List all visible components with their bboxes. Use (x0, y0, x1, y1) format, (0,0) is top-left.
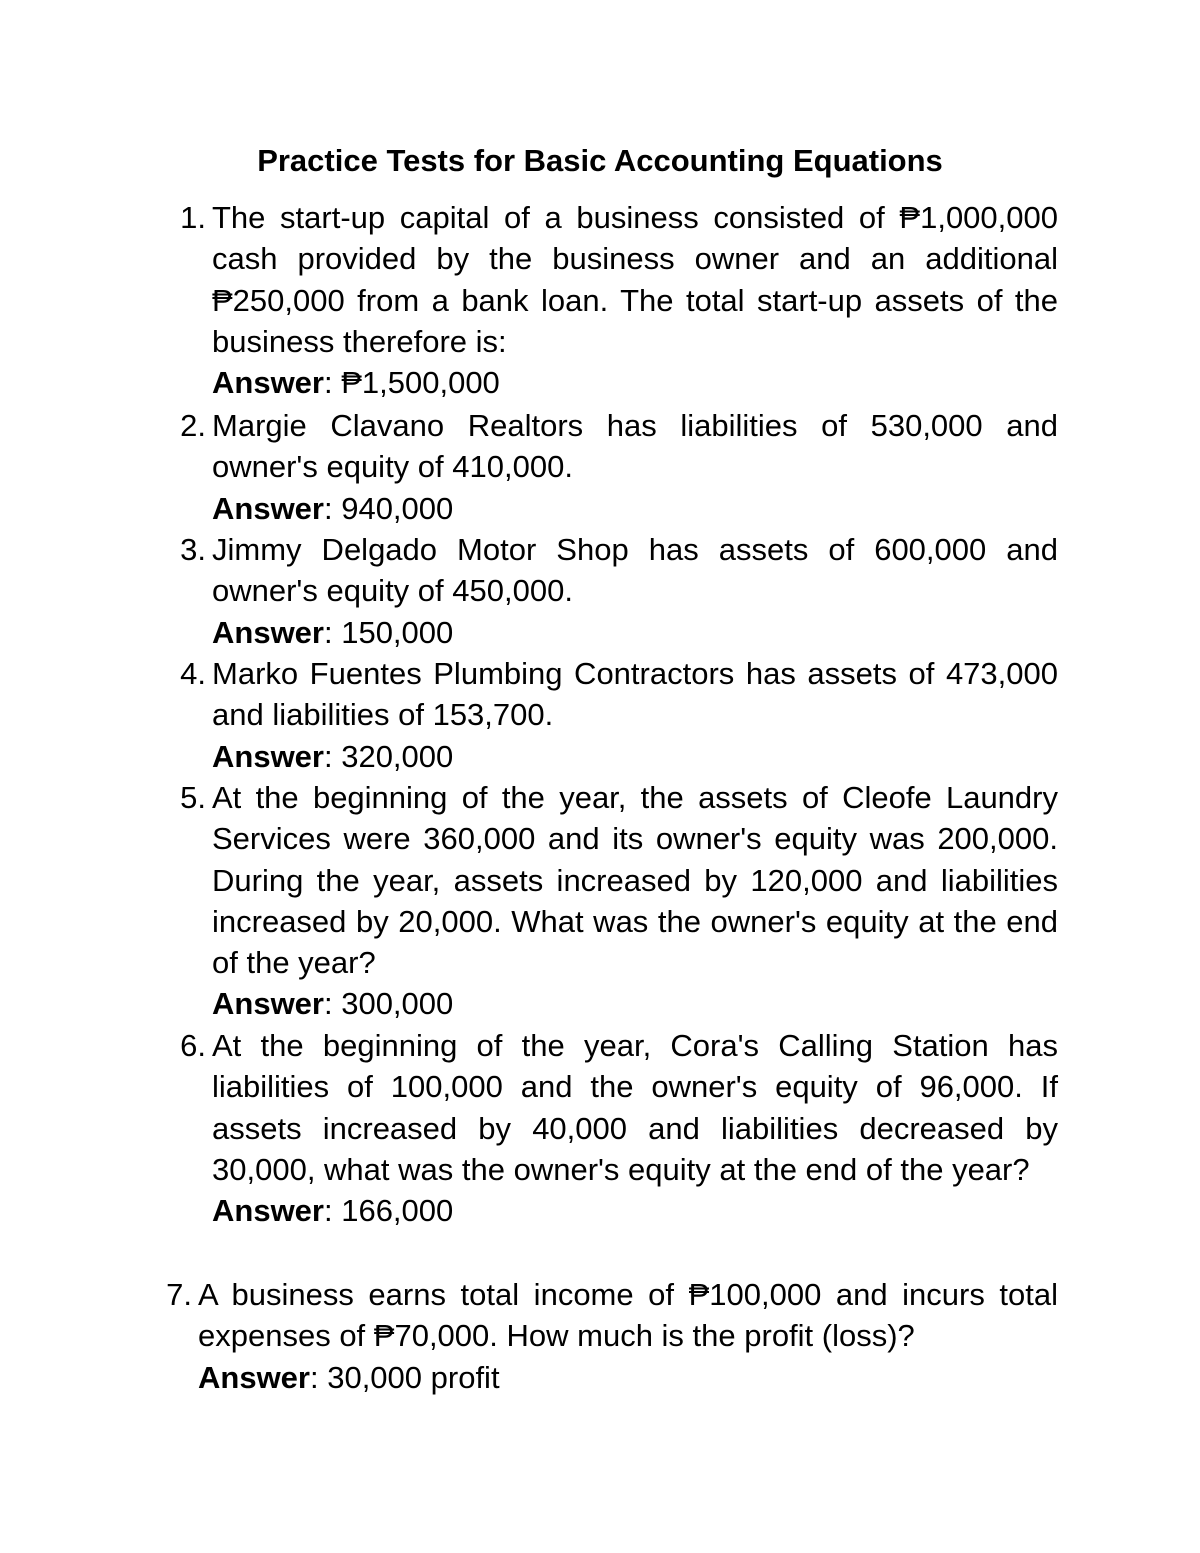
question-text: At the beginning of the year, the assets of Cleofe Laundry Services were 360,000 and its owner's equity was 200,000. During the year, assets increased by 120,000 and liabilities increased by 20,000. What was the owner's equity at the end of the year? (212, 780, 1058, 981)
question-text: Margie Clavano Realtors has liabilities of 530,000 and owner's equity of 410,000. (212, 408, 1058, 485)
question-text: Jimmy Delgado Motor Shop has assets of 600,000 and owner's equity of 450,000. (212, 532, 1058, 609)
answer-value: : 320,000 (323, 738, 454, 774)
answer-value: : 300,000 (323, 986, 454, 1022)
question-text: A business earns total income of ₱100,000 and incurs total expenses of ₱70,000. How much is the profit (loss)? (198, 1277, 1058, 1354)
answer-label: Answer (212, 365, 324, 401)
answer-line (212, 488, 1058, 529)
question-number: 3. (180, 532, 206, 567)
question-number: 6. (180, 1028, 206, 1063)
answer-value: : 940,000 (323, 490, 454, 526)
answer-value: : 166,000 (323, 1193, 454, 1229)
answer-value: : ₱1,500,000 (323, 365, 500, 401)
question-text: Marko Fuentes Plumbing Contractors has assets of 473,000 and liabilities of 153,700. (212, 656, 1058, 733)
answer-line (212, 1190, 1058, 1231)
answer-line (212, 612, 1058, 653)
page-title: Practice Tests for Basic Accounting Equations (257, 143, 943, 178)
question-number: 2. (180, 408, 206, 443)
answer-label: Answer (198, 1359, 310, 1395)
answer-label: Answer (212, 738, 324, 774)
answer-label: Answer (212, 614, 324, 650)
question-number: 5. (180, 780, 206, 815)
answer-label: Answer (212, 1193, 324, 1229)
question-number: 4. (180, 656, 206, 691)
question-text: At the beginning of the year, Cora's Calling Station has liabilities of 100,000 and the owner's equity of 96,000. If assets increased by 40,000 and liabilities decreased by 30,000, what was the owner's equity at the end of the year? (212, 1028, 1058, 1187)
question-number: 7. (166, 1277, 192, 1312)
answer-value: : 30,000 profit (309, 1359, 500, 1395)
answer-line (212, 362, 1058, 403)
answer-label: Answer (212, 490, 324, 526)
answer-line (198, 1357, 1058, 1398)
question-number: 1. (180, 200, 206, 235)
answer-line (212, 983, 1058, 1024)
question-text: The start-up capital of a business consisted of ₱1,000,000 cash provided by the business owner and an additional ₱250,000 from a bank loan. The total start-up assets of the business therefore is: (212, 200, 1058, 359)
answer-line (212, 736, 1058, 777)
answer-label: Answer (212, 986, 324, 1022)
answer-value: : 150,000 (323, 614, 454, 650)
